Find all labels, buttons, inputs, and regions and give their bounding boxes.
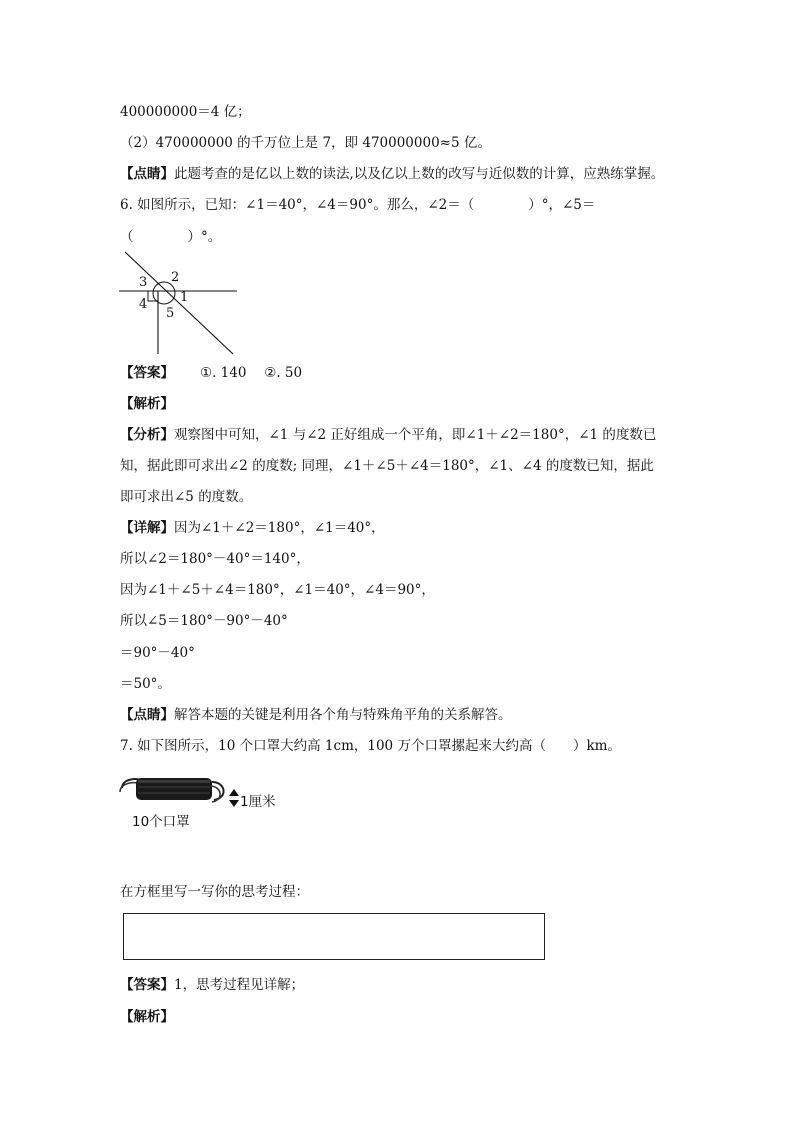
tag-answer: 【答案】 — [120, 365, 174, 381]
height-label: 1厘米 — [240, 794, 276, 810]
thinking-process-box[interactable] — [123, 913, 545, 960]
text-line: （2）470000000 的千万位上是 7，即 470000000≈5 亿。 — [120, 135, 491, 151]
tag-fenxi: 【分析】 — [120, 427, 174, 443]
mask-count-label: 10个口罩 — [132, 814, 190, 830]
question-6-cont: （ ）°。 — [120, 229, 222, 245]
angle-label-1: 1 — [180, 290, 189, 305]
answer-value: 1，思考过程见详解； — [174, 977, 305, 993]
answer-6 — [120, 364, 302, 382]
text: 观察图中可知，∠1 与∠2 正好组成一个平角，即∠1＋∠2＝180°，∠1 的度数已 — [174, 427, 657, 443]
tag-answer: 【答案】 — [120, 977, 174, 993]
analysis-line — [120, 426, 656, 444]
detail-line: 所以∠5＝180°－90°－40° — [120, 613, 288, 629]
height-arrow-icon — [229, 789, 239, 807]
tag-jiexi: 【解析】 — [120, 396, 174, 412]
answer-7 — [120, 976, 304, 994]
tag-xiangjie: 【详解】 — [120, 520, 174, 536]
text: 解答本题的关键是利用各个角与特殊角平角的关系解答。 — [174, 707, 512, 723]
mask-stack-image — [118, 774, 230, 806]
detail-line — [120, 519, 385, 537]
question-6: 6. 如图所示，已知：∠1＝40°，∠4＝90°。那么，∠2＝（ ）°，∠5＝ — [120, 197, 596, 213]
angle-label-3: 3 — [139, 275, 148, 290]
angle-figure — [115, 248, 245, 360]
angle-label-5: 5 — [166, 306, 175, 321]
tag-dianjing: 【点睛】 — [120, 166, 174, 182]
tag-jiexi: 【解析】 — [120, 1009, 174, 1025]
detail-line: 因为∠1＋∠5＋∠4＝180°，∠1＝40°，∠4＝90°， — [120, 582, 435, 598]
key-point-line — [120, 706, 512, 724]
box-prompt: 在方框里写一写你的思考过程： — [120, 884, 309, 900]
detail-line: ＝50°。 — [120, 676, 171, 692]
detail-line: ＝90°－40° — [120, 645, 195, 661]
text-line — [120, 165, 664, 183]
angle-label-2: 2 — [171, 270, 180, 285]
question-7: 7. 如下图所示，10 个口罩大约高 1cm，100 万个口罩摞起来大约高（ ）km。 — [120, 738, 621, 754]
detail-line: 所以∠2＝180°－40°＝140°， — [120, 551, 310, 567]
text: 因为∠1＋∠2＝180°，∠1＝40°， — [174, 520, 385, 536]
analysis-line: 即可求出∠5 的度数。 — [120, 489, 253, 505]
analysis-line: 知，据此即可求出∠2 的度数; 同理，∠1＋∠5＋∠4＝180°，∠1、∠4 的度数已知，据此 — [120, 458, 654, 474]
answer-values: ①. 140 ②. 50 — [200, 365, 303, 381]
text: 此题考查的是亿以上数的读法,以及亿以上数的改写与近似数的计算，应熟练掌握。 — [174, 166, 665, 182]
angle-label-4: 4 — [139, 297, 148, 312]
tag-dianjing: 【点睛】 — [120, 707, 174, 723]
text-line: 400000000＝4 亿； — [120, 104, 251, 120]
